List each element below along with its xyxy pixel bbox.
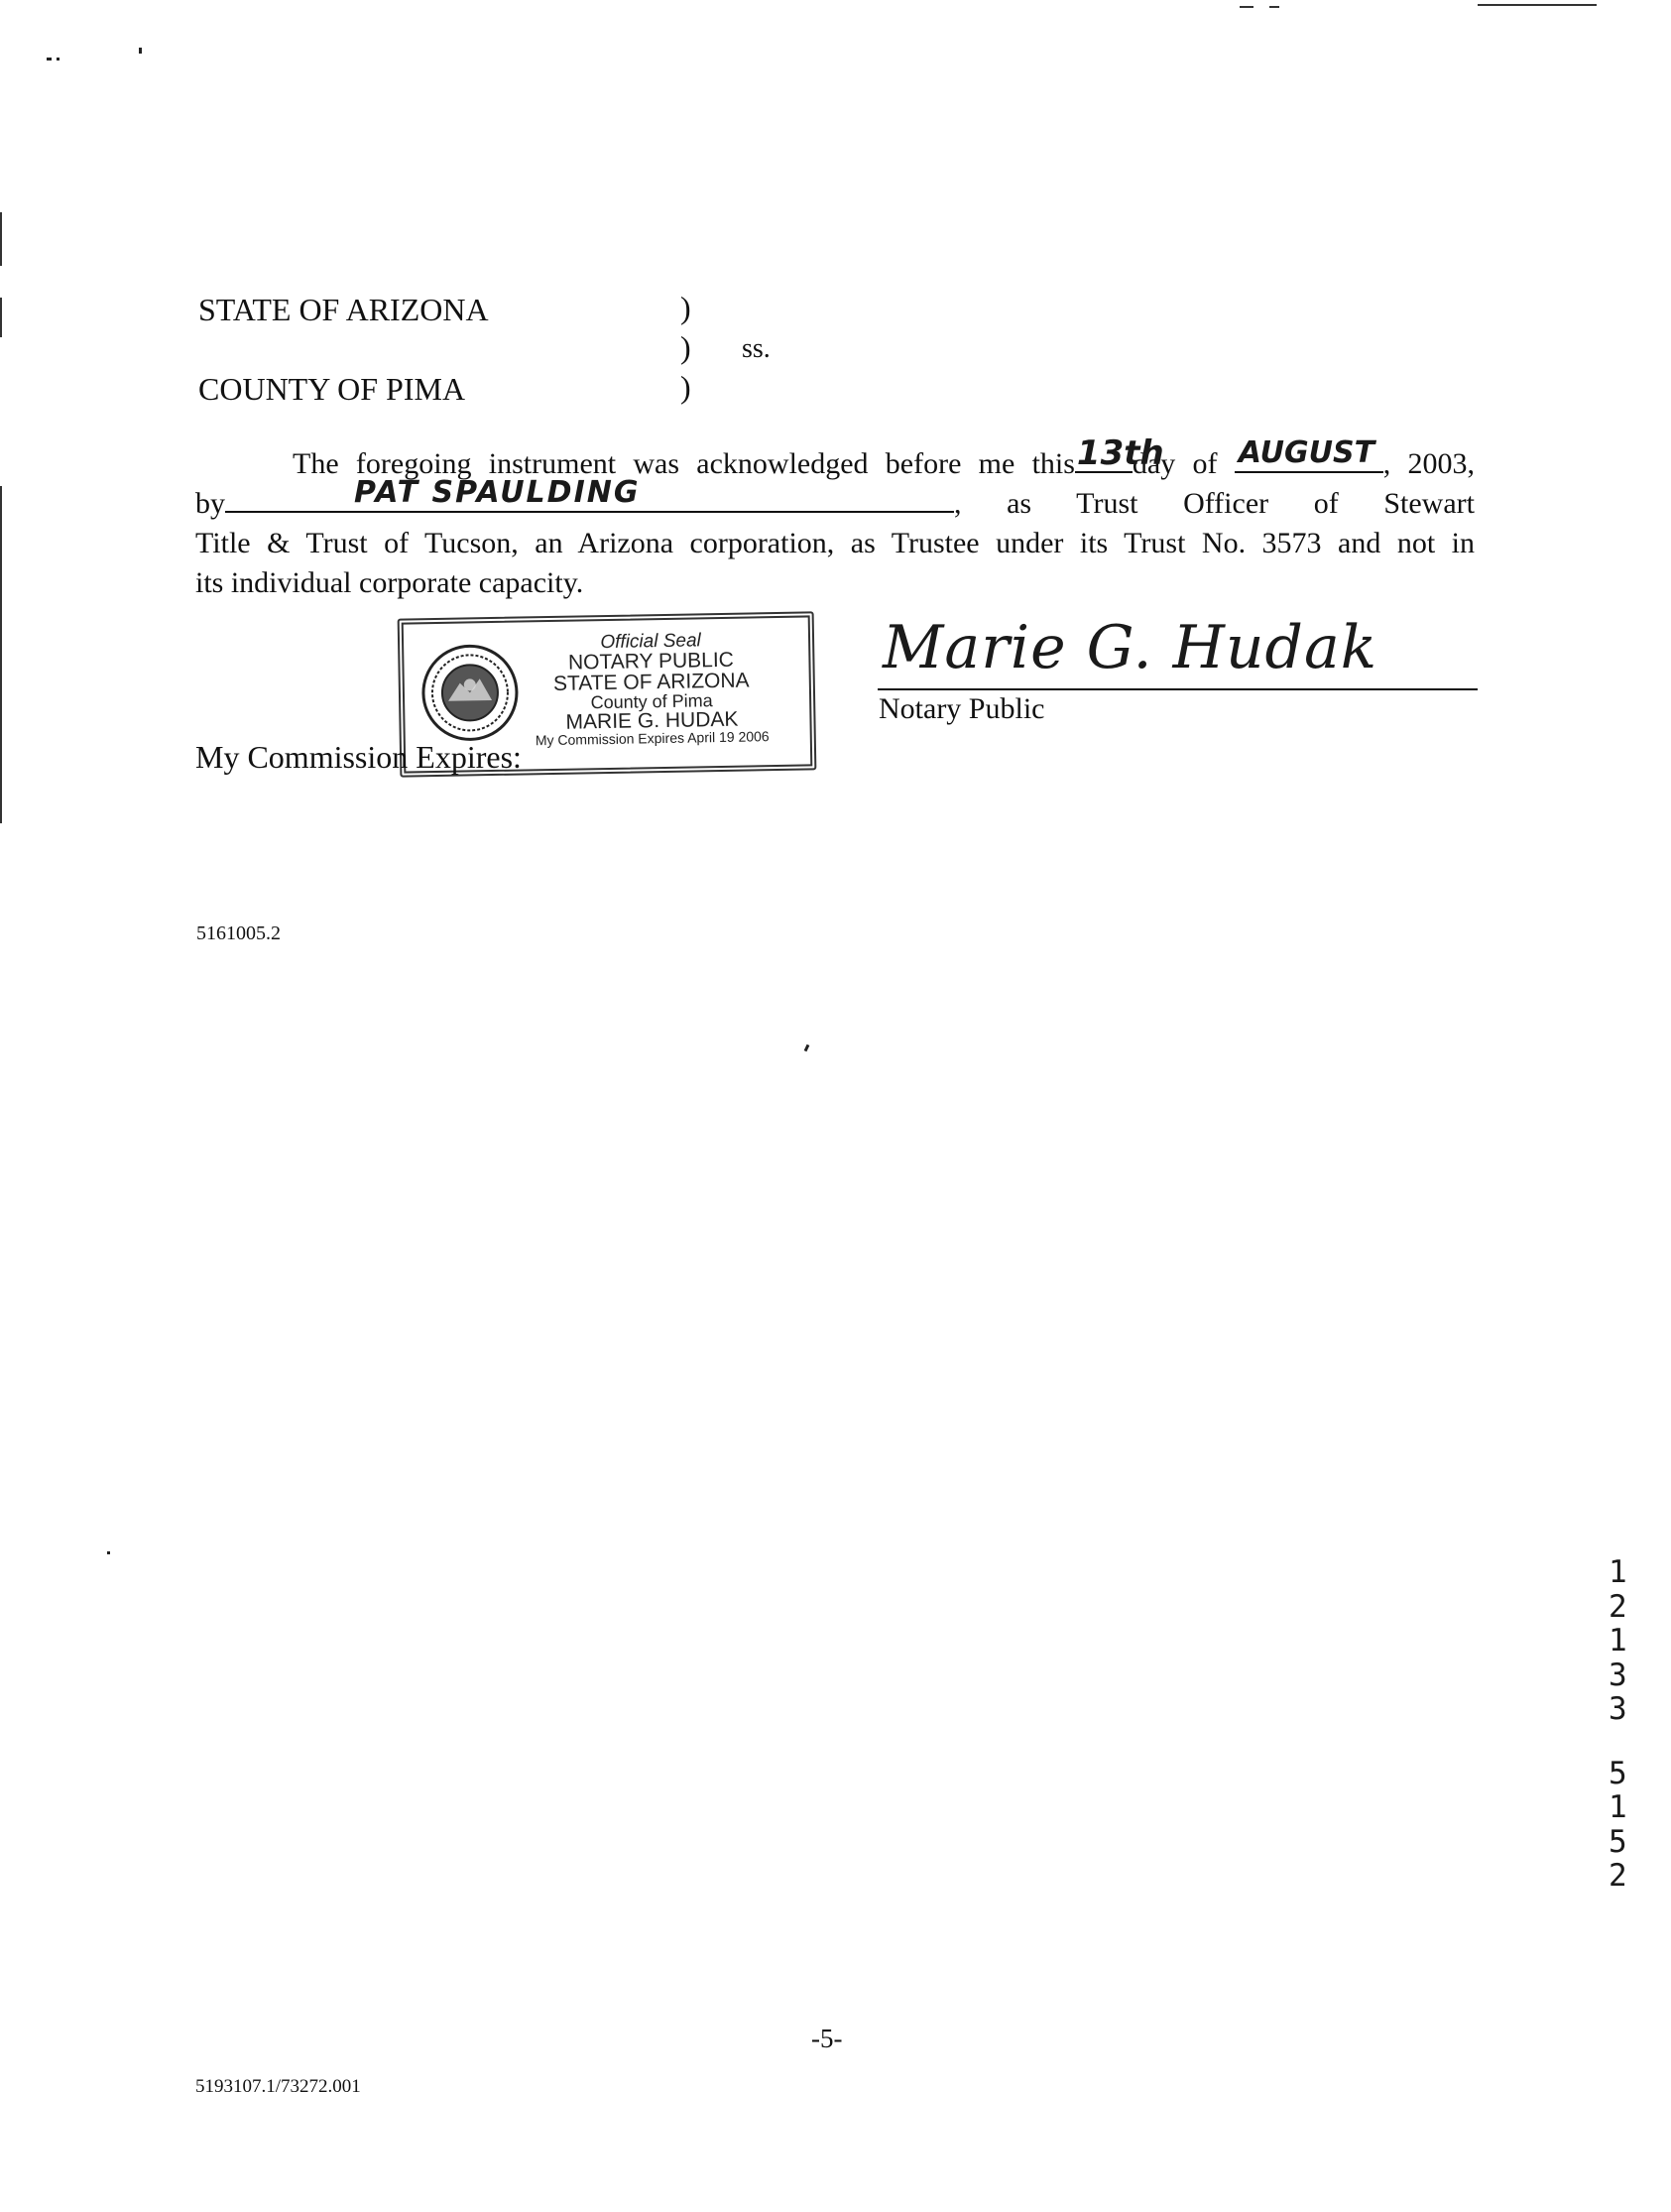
name-handwritten: PAT SPAULDING — [354, 475, 641, 510]
recording-digit: 2 — [1609, 1588, 1627, 1625]
scan-edge-mark — [0, 516, 2, 823]
venue-state: STATE OF ARIZONA — [198, 292, 489, 327]
recording-digit: 5 — [1609, 1823, 1627, 1860]
recording-gap — [1609, 1727, 1627, 1757]
scan-speck — [139, 48, 142, 54]
scan-edge-mark — [1269, 6, 1279, 8]
recording-digit: 1 — [1609, 1623, 1627, 1659]
stamp-line: NOTARY PUBLIC — [567, 648, 735, 675]
page-number: -5- — [811, 2024, 843, 2053]
day-handwritten: 13th — [1076, 433, 1164, 473]
recording-digit: 3 — [1609, 1691, 1627, 1727]
notary-signature: Marie G. Hudak — [883, 613, 1378, 682]
stamp-line: My Commission Expires April 19 2006 — [535, 728, 770, 749]
ack-line-3: Title & Trust of Tucson, an Arizona corporation, as Trustee under its Trust No. 3573 and not in — [195, 527, 1475, 559]
stamp-line: County of Pima — [590, 690, 713, 713]
scan-speck — [57, 58, 60, 61]
ack-line-4: its individual corporate capacity. — [195, 566, 584, 599]
arizona-seal-icon — [419, 643, 521, 744]
venue-paren: ) — [680, 290, 691, 325]
venue-paren: ) — [680, 369, 691, 405]
ack-prefix: The foregoing instrument was acknowledged before me this — [293, 447, 1075, 480]
ack-by: by — [195, 487, 225, 520]
name-blank — [225, 475, 954, 513]
footer-reference: 5193107.1/73272.001 — [195, 2076, 361, 2097]
scan-edge-mark — [0, 298, 2, 337]
scan-edge-mark — [0, 212, 2, 266]
acknowledgment-paragraph — [195, 433, 1476, 603]
scan-edge-mark — [1240, 6, 1253, 8]
ack-day-word: day of — [1132, 447, 1218, 480]
scan-speck — [107, 1551, 110, 1554]
month-handwritten: AUGUST — [1238, 435, 1375, 470]
commission-label: My Commission Expires: — [195, 739, 522, 775]
stamp-line: Official Seal — [600, 630, 701, 654]
ack-year: , 2003, — [1382, 447, 1476, 480]
venue-ss: ss. — [742, 333, 771, 364]
recording-digit: 1 — [1609, 1554, 1627, 1590]
ack-line-2 — [195, 475, 1475, 524]
recording-digit: 3 — [1609, 1657, 1627, 1693]
stamp-line: MARIE G. HUDAK — [565, 707, 739, 734]
ack-role: , as Trust Officer of Stewart — [954, 487, 1475, 520]
venue-paren: ) — [680, 329, 691, 365]
venue-county: COUNTY OF PIMA — [198, 371, 466, 407]
stamp-line: STATE OF ARIZONA — [552, 669, 750, 695]
scan-speck — [47, 58, 52, 61]
scan-speck — [804, 1045, 810, 1052]
recording-digit: 2 — [1609, 1858, 1627, 1894]
signature-line — [878, 688, 1478, 690]
signature-caption: Notary Public — [879, 692, 1045, 725]
month-blank — [1235, 435, 1383, 473]
recording-stamp — [1609, 1555, 1627, 1894]
document-number: 5161005.2 — [196, 922, 281, 944]
day-blank — [1075, 433, 1164, 473]
recording-digit: 1 — [1609, 1789, 1627, 1825]
recording-digit: 5 — [1609, 1755, 1627, 1791]
scan-edge-mark — [1478, 4, 1597, 6]
stamp-text — [532, 630, 772, 747]
